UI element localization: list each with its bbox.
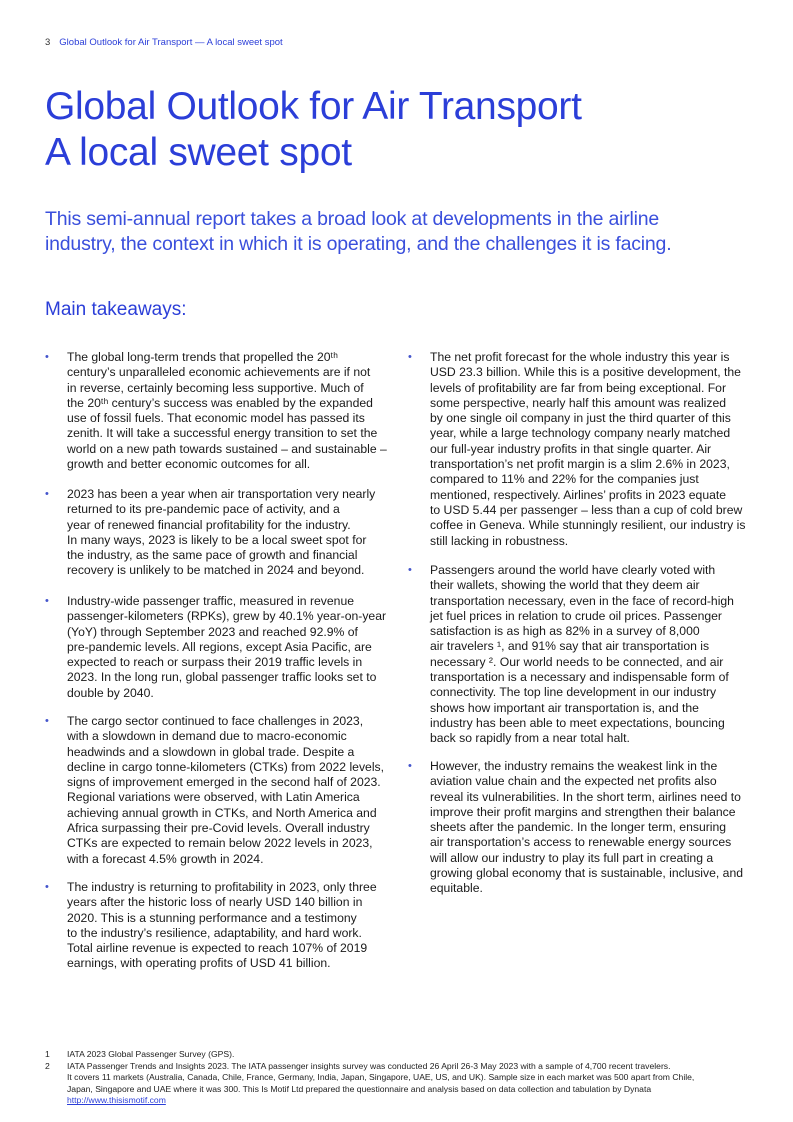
- footnote-link[interactable]: http://www.thisismotif.com: [67, 1095, 166, 1106]
- bullet-line: Total airline revenue is expected to reach 107% of 2019: [67, 941, 368, 956]
- bullet-item: [408, 759, 750, 897]
- bullet-line: use of fossil fuels. That economic model has passed its: [67, 411, 365, 426]
- bullet-line: recovery is unlikely to be matched in 2024 and beyond.: [67, 563, 365, 578]
- bullet-line: The industry is returning to profitability in 2023, only three: [67, 880, 377, 894]
- bullet-item: [45, 487, 387, 579]
- bullet-line: century’s unparalleled economic achievements are if not: [67, 365, 371, 380]
- bullet-item: [45, 714, 387, 867]
- bullet-icon: •: [45, 595, 49, 607]
- bullet-line: 2020. This is a stunning performance and a testimony: [67, 910, 357, 925]
- bullet-line: growing global economy that is sustainable, inclusive, and: [430, 866, 743, 881]
- bullet-line: our full-year industry profits in that single quarter. Air: [430, 441, 712, 456]
- bullet-icon: •: [408, 760, 412, 772]
- bullet-line: will allow our industry to play its full part in creating a: [430, 850, 714, 865]
- bullet-line: some perspective, nearly half this amount was realized: [430, 395, 727, 410]
- footnote-line: IATA 2023 Global Passenger Survey (GPS).: [67, 1049, 235, 1059]
- bullet-icon: •: [408, 564, 412, 576]
- bullet-item: [45, 880, 387, 972]
- bullet-item: [408, 563, 750, 747]
- bullet-line: Passengers around the world have clearly voted with: [430, 563, 716, 577]
- bullet-line: The net profit forecast for the whole industry this year is: [430, 350, 730, 364]
- takeaways-heading: Main takeaways:: [45, 299, 187, 320]
- bullet-icon: •: [45, 715, 49, 727]
- bullet-line: to USD 5.44 per passenger – less than a cup of cold brew: [430, 502, 743, 517]
- footnotes: [45, 1049, 694, 1107]
- bullet-line: connectivity. The top line development in our industry: [430, 685, 717, 700]
- bullet-item: [408, 350, 750, 549]
- bullet-line: transportation’s net profit margin is a slim 2.6% in 2023,: [430, 457, 730, 472]
- bullet-line: mentioned, respectively. Airlines’ profits in 2023 equate: [430, 487, 727, 502]
- bullet-line: year of renewed financial profitability for the industry.: [67, 517, 351, 532]
- bullet-line: their wallets, showing the world that they deem air: [430, 578, 700, 593]
- bullet-line: compared to 11% and 22% for the companies just: [430, 472, 699, 487]
- bullet-line: The cargo sector continued to face challenges in 2023,: [67, 714, 364, 728]
- title-line-2: A local sweet spot: [45, 131, 352, 174]
- bullet-line: headwinds and a slowdown in global trade. Despite a: [67, 744, 355, 759]
- bullet-icon: •: [45, 351, 49, 363]
- bullet-line: CTKs are expected to remain below 2022 levels in 2023,: [67, 836, 373, 851]
- bullet-line: Industry-wide passenger traffic, measured in revenue: [67, 594, 355, 608]
- page-title: [45, 84, 582, 176]
- bullet-line: passenger-kilometers (RPKs), grew by 40.1% year-on-year: [67, 609, 387, 624]
- bullet-line: achieving annual growth in CTKs, and North America and: [67, 805, 377, 820]
- bullet-line: levels of profitability are far from being exceptional. For: [430, 380, 727, 395]
- bullet-line: air travelers ¹, and 91% say that air transportation is: [430, 639, 710, 654]
- bullet-line: jet fuel prices in relation to crude oil prices. Passenger: [430, 608, 722, 623]
- bullet-line: decline in cargo tonne-kilometers (CTKs) from 2022 levels,: [67, 759, 385, 774]
- bullet-line: to the industry’s resilience, adaptability, and hard work.: [67, 925, 362, 940]
- footnote-line: IATA Passenger Trends and Insights 2023. The IATA passenger insights survey was conducted 26 April 26-3 May 2023 with a sample of 4,700 recent travelers.: [67, 1060, 671, 1071]
- bullet-line: The global long-term trends that propelled the 20ᵗʰ: [67, 350, 338, 364]
- bullet-line: transportation is a necessary and indispensable form of: [430, 670, 729, 685]
- bullet-line: still lacking in robustness.: [430, 533, 569, 548]
- bullet-line: sheets after the pandemic. In the longer term, ensuring: [430, 820, 727, 835]
- footnote-line: It covers 11 markets (Australia, Canada, Chile, France, Germany, India, Japan, Singapore, UAE, US, and UK). Sample size in each market was 500 apart from Chile,: [67, 1072, 695, 1083]
- title-line-1: Global Outlook for Air Transport: [45, 85, 582, 128]
- bullet-line: reveal its vulnerabilities. In the short term, airlines need to: [430, 789, 741, 804]
- bullet-line: with a forecast 4.5% growth in 2024.: [67, 851, 264, 866]
- footnote: [45, 1049, 694, 1061]
- bullet-line: zenith. It will take a successful energy transition to set the: [67, 426, 378, 441]
- bullet-icon: •: [408, 351, 412, 363]
- bullet-line: year, while a large technology company nearly matched: [430, 426, 731, 441]
- bullet-icon: •: [45, 881, 49, 893]
- bullet-line: equitable.: [430, 881, 483, 896]
- bullet-line: the industry, as the same pace of growth and financial: [67, 548, 358, 563]
- bullet-line: expected to reach or surpass their 2019 traffic levels in: [67, 655, 363, 670]
- bullet-line: 2023. In the long run, global passenger traffic looks set to: [67, 670, 377, 685]
- bullet-line: back so rapidly from a near total halt.: [430, 731, 630, 746]
- footnote-number: 2: [45, 1060, 50, 1071]
- bullet-line: USD 23.3 billion. While this is a positive development, the: [430, 365, 741, 380]
- bullet-line: However, the industry remains the weakest link in the: [430, 759, 718, 773]
- bullet-line: pre-pandemic levels. All regions, except Asia Pacific, are: [67, 639, 372, 654]
- bullet-line: air transportation’s access to renewable energy sources: [430, 835, 732, 850]
- bullet-item: [45, 350, 387, 472]
- bullet-line: coffee in Geneva. While stunningly resilient, our industry is: [430, 518, 746, 533]
- bullet-line: the 20ᵗʰ century’s success was enabled by the expanded: [67, 395, 373, 410]
- footnote: [45, 1061, 694, 1107]
- bullet-line: shows how important air transportation is, and the: [430, 700, 699, 715]
- bullet-line: years after the historic loss of nearly USD 140 billion in: [67, 895, 363, 910]
- bullet-line: Regional variations were observed, with Latin America: [67, 790, 360, 805]
- bullet-line: necessary ². Our world needs to be connected, and air: [430, 654, 724, 669]
- bullet-line: (YoY) through September 2023 and reached 92.9% of: [67, 624, 358, 639]
- bullet-line: double by 2040.: [67, 685, 154, 700]
- bullet-item: [45, 594, 387, 701]
- bullet-line: Africa surpassing their pre-Covid levels. Overall industry: [67, 821, 370, 836]
- bullet-line: transportation necessary, even in the face of record-high: [430, 593, 734, 608]
- bullet-line: earnings, with operating profits of USD 41 billion.: [67, 956, 331, 971]
- bullet-line: with a slowdown in demand due to macro-economic: [67, 729, 347, 744]
- bullet-line: In many ways, 2023 is likely to be a local sweet spot for: [67, 532, 367, 547]
- bullet-line: satisfaction is as high as 82% in a survey of 8,000: [430, 624, 700, 639]
- bullet-icon: •: [45, 488, 49, 500]
- running-header: [45, 37, 283, 48]
- bullet-line: signs of improvement emerged in the second half of 2023.: [67, 775, 381, 790]
- bullet-line: by one single oil company in just the third quarter of this: [430, 411, 731, 426]
- footnote-line: Japan, Singapore and UAE where it was 300. This Is Motif Ltd prepared the questionnaire and analysis based on data collection and tabulation by Dynata: [67, 1083, 652, 1094]
- bullet-line: improve their profit margins and strengthen their balance: [430, 804, 736, 819]
- bullet-line: growth and better economic outcomes for all.: [67, 457, 311, 472]
- intro-line: industry, the context in which it is operating, and the challenges it is facing.: [45, 233, 672, 255]
- page-number: 3: [45, 37, 51, 48]
- running-title: Global Outlook for Air Transport — A local sweet spot: [59, 37, 283, 48]
- bullet-line: industry has been able to meet expectations, bouncing: [430, 715, 725, 730]
- bullet-line: aviation value chain and the expected net profits also: [430, 774, 717, 789]
- bullet-line: returned to its pre-pandemic pace of activity, and a: [67, 502, 340, 517]
- bullet-line: in reverse, certainly becoming less supportive. Much of: [67, 380, 364, 395]
- intro-paragraph: [45, 207, 671, 257]
- bullet-line: 2023 has been a year when air transportation very nearly: [67, 487, 376, 501]
- bullet-line: world on a new path towards sustained – and sustainable –: [67, 441, 387, 456]
- footnote-number: 1: [45, 1049, 50, 1059]
- intro-line: This semi-annual report takes a broad look at developments in the airline: [45, 208, 660, 230]
